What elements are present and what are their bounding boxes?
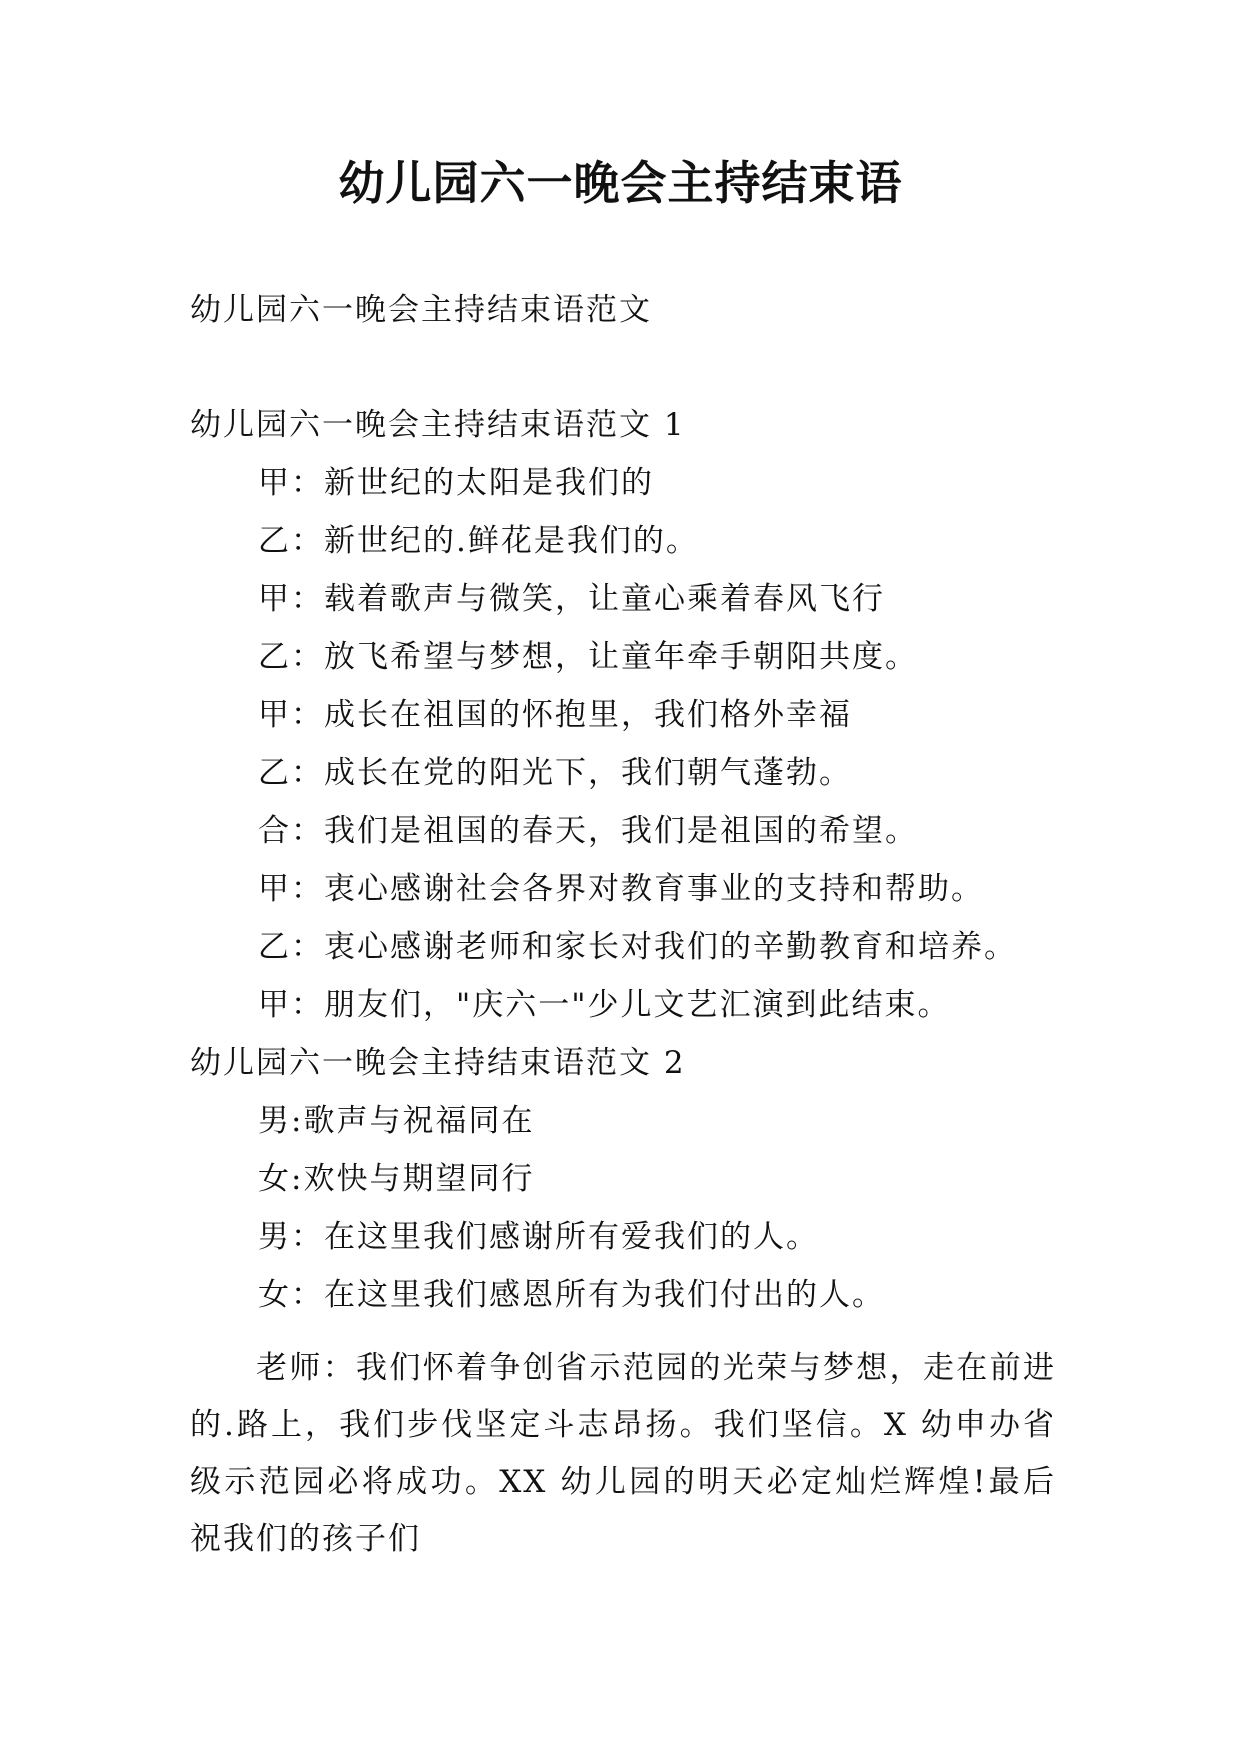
dialogue-line: 甲：载着歌声与微笑，让童心乘着春风飞行 <box>258 581 885 617</box>
section-1-heading: 幼儿园六一晚会主持结束语范文 1 <box>190 407 686 443</box>
dialogue-line: 乙：衷心感谢老师和家长对我们的辛勤教育和培养。 <box>258 929 1017 965</box>
dialogue-line: 合：我们是祖国的春天，我们是祖国的希望。 <box>258 813 918 849</box>
dialogue-line: 甲：成长在祖国的怀抱里，我们格外幸福 <box>258 697 852 733</box>
closing-paragraph: 老师：我们怀着争创省示范园的光荣与梦想，走在前进的.路上，我们步伐坚定斗志昂扬。我们坚信。X 幼申办省级示范园必将成功。XX 幼儿园的明天必定灿烂辉煌!最后祝我们的孩子们 <box>190 1350 1056 1557</box>
document-subtitle: 幼儿园六一晚会主持结束语范文 <box>190 292 652 328</box>
dialogue-line: 乙：新世纪的.鲜花是我们的。 <box>258 523 699 559</box>
document-title: 幼儿园六一晚会主持结束语 <box>338 156 903 210</box>
dialogue-line: 乙：放飞希望与梦想，让童年牵手朝阳共度。 <box>258 639 918 675</box>
section-2-heading: 幼儿园六一晚会主持结束语范文 2 <box>190 1045 686 1081</box>
dialogue-line: 女：在这里我们感恩所有为我们付出的人。 <box>258 1277 885 1313</box>
dialogue-line: 甲：朋友们，"庆六一"少儿文艺汇演到此结束。 <box>258 987 951 1023</box>
dialogue-line: 女:欢快与期望同行 <box>258 1161 535 1197</box>
dialogue-line: 乙：成长在党的阳光下，我们朝气蓬勃。 <box>258 755 852 791</box>
dialogue-line: 甲：新世纪的太阳是我们的 <box>258 465 654 501</box>
dialogue-line: 男:歌声与祝福同在 <box>258 1103 535 1139</box>
dialogue-line: 甲：衷心感谢社会各界对教育事业的支持和帮助。 <box>258 871 984 907</box>
dialogue-line: 男：在这里我们感谢所有爱我们的人。 <box>258 1219 819 1255</box>
